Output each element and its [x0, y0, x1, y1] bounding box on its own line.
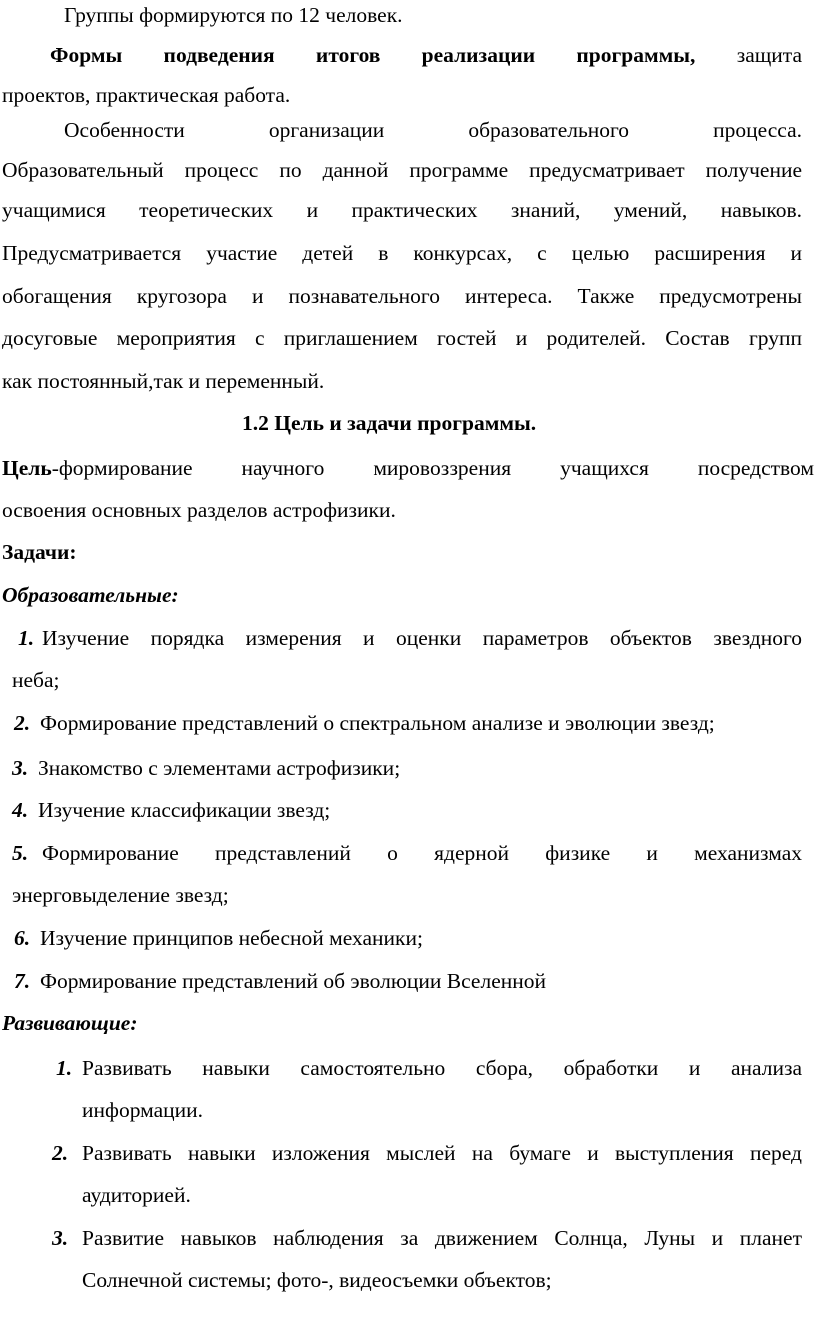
dev-item-3-line-1: Развитие навыков наблюдения за движением Солнца, Луны и планет — [82, 1226, 802, 1250]
goal-line-1 — [2, 455, 814, 481]
dev-item-3-line-2: Солнечной системы; фото-, видеосъемки объектов; — [82, 1268, 552, 1292]
dev-item-3-num: 3. — [52, 1226, 69, 1250]
dev-item-1-line-2: информации. — [82, 1098, 204, 1122]
goal-label: Цель — [2, 456, 52, 480]
edu-item-1-line-2: неба; — [12, 668, 60, 692]
forms-line — [50, 42, 802, 68]
goal-line-2: освоения основных разделов астрофизики. — [2, 498, 396, 522]
edu-item-5-line-2: энерговыделение звезд; — [12, 883, 229, 907]
edu-item-6-line: Изучение принципов небесной механики; — [40, 926, 423, 950]
forms-heading: Формы подведения итогов реализации программы, — [50, 43, 696, 67]
features-line-4: обогащения кругозора и познавательного интереса. Также предусмотрены — [2, 284, 802, 308]
features-line-5: досуговые мероприятия с приглашением гостей и родителей. Состав групп — [2, 326, 802, 350]
features-line-6: как постоянный,так и переменный. — [2, 369, 325, 393]
edu-item-2-line: Формирование представлений о спектральном анализе и эволюции звезд; — [40, 711, 715, 735]
groups-line: Группы формируются по 12 человек. — [64, 3, 403, 27]
edu-item-6-num: 6. — [14, 926, 31, 950]
tasks-label: Задачи: — [2, 540, 77, 564]
dev-item-2-line-1: Развивать навыки изложения мыслей на бумаге и выступления перед — [82, 1141, 802, 1165]
edu-item-4-line: Изучение классификации звезд; — [38, 798, 331, 822]
edu-item-4-num: 4. — [12, 798, 29, 822]
edu-item-1-line-1: Изучение порядка измерения и оценки параметров объектов звездного — [42, 626, 802, 650]
forms-line-2: проектов, практическая работа. — [2, 83, 291, 107]
section-title: 1.2 Цель и задачи программы. — [242, 411, 537, 435]
edu-item-7-num: 7. — [14, 969, 31, 993]
dev-item-1-line-1: Развивать навыки самостоятельно сбора, обработки и анализа — [82, 1056, 802, 1080]
edu-item-7-line: Формирование представлений об эволюции Вселенной — [40, 969, 547, 993]
dev-item-2-line-2: аудиторией. — [82, 1183, 191, 1207]
edu-item-2-num: 2. — [14, 711, 31, 735]
edu-item-3-num: 3. — [12, 756, 29, 780]
educational-label: Образовательные: — [2, 583, 179, 607]
edu-item-1-num: 1. — [18, 626, 35, 650]
edu-item-5-line-1: Формирование представлений о ядерной физике и механизмах — [42, 841, 802, 865]
edu-item-3-line: Знакомство с элементами астрофизики; — [38, 756, 401, 780]
forms-tail: защита — [736, 43, 803, 67]
edu-item-5-num: 5. — [12, 841, 29, 865]
features-line-1: Образовательный процесс по данной программе предусматривает получение — [2, 158, 802, 182]
features-heading: Особенности организации образовательного процесса. — [64, 118, 802, 142]
developing-label: Развивающие: — [2, 1011, 138, 1035]
features-line-3: Предусматривается участие детей в конкурсах, с целью расширения и — [2, 241, 802, 265]
dev-item-2-num: 2. — [52, 1141, 69, 1165]
features-line-2: учащимися теоретических и практических знаний, умений, навыков. — [2, 198, 802, 222]
goal-text: -формирование научного мировоззрения учащихся посредством — [51, 456, 814, 480]
dev-item-1-num: 1. — [56, 1056, 73, 1080]
